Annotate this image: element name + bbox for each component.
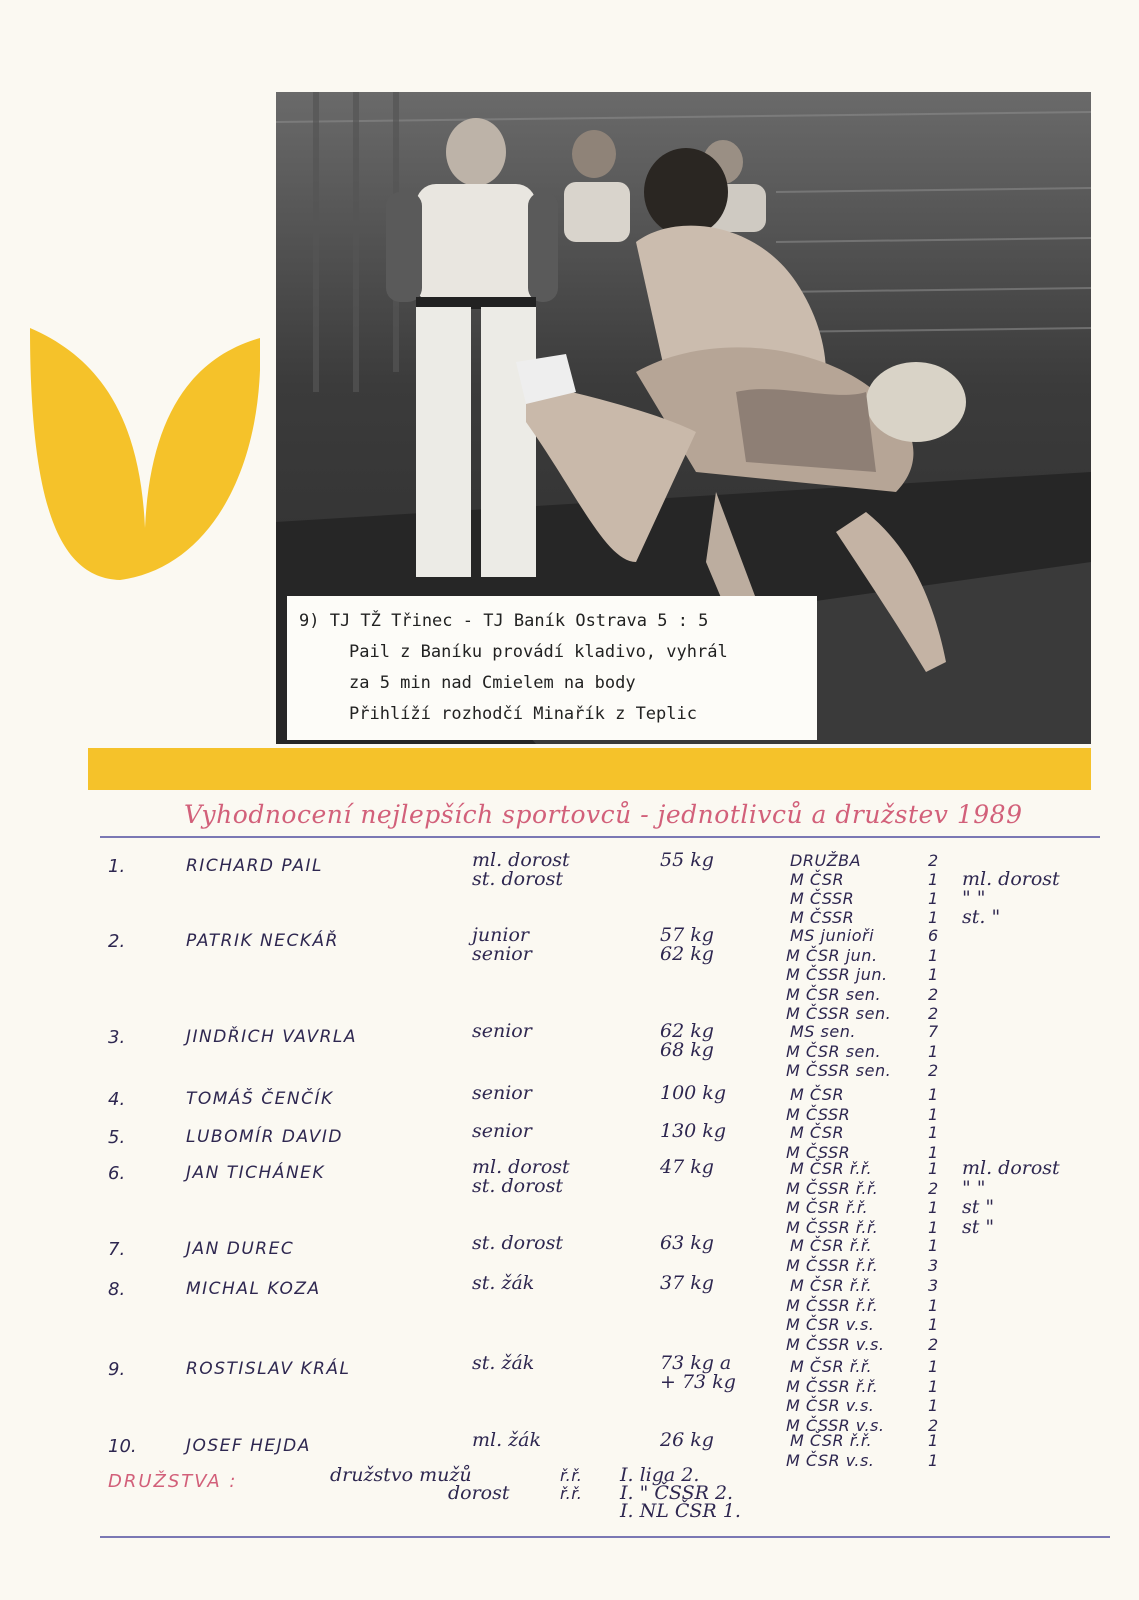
athlete-category: ml. žák [472, 1429, 542, 1451]
result-place: 1 [928, 1357, 939, 1376]
result-event: M ČSSR ř.ř. [786, 1376, 879, 1396]
yellow-band [88, 748, 1091, 790]
result-event: M ČSR v.s. [786, 1450, 875, 1470]
result-event: M ČSR [790, 1123, 845, 1142]
athlete-weight: 57 kg [660, 924, 714, 946]
team-name: družstvo mužů [330, 1464, 472, 1486]
athlete-weight: 26 kg [660, 1429, 714, 1451]
athlete-weight: + 73 kg [660, 1371, 736, 1393]
result-place: 1 [928, 1376, 939, 1396]
result-event: M ČSSR [786, 1104, 851, 1124]
result-note: " " [962, 887, 986, 909]
caption-line-3: za 5 min nad Cmielem na body [349, 673, 636, 693]
result-note: st " [962, 1196, 995, 1218]
page-heading: Vyhodnocení nejlepších sportovců - jednotlivců a družstev 1989 [184, 800, 1023, 829]
result-event: M ČSR v.s. [786, 1315, 875, 1334]
photo-caption [287, 596, 817, 740]
athlete-number: 8. [108, 1279, 126, 1300]
athlete-category: junior [472, 924, 529, 946]
teams-label: DRUŽSTVA : [108, 1471, 238, 1492]
caption-line-1: 9) TJ TŽ Třinec - TJ Baník Ostrava 5 : 5 [299, 611, 709, 631]
result-place: 2 [928, 1178, 939, 1198]
caption-line-2: Pail z Baníku provádí kladivo, vyhrál [349, 642, 728, 662]
result-place: 1 [928, 1085, 939, 1104]
athlete-number: 9. [108, 1359, 126, 1380]
result-place: 1 [928, 1142, 939, 1162]
result-place: 1 [928, 1159, 939, 1178]
result-event: M ČSSR jun. [786, 965, 888, 984]
result-event: M ČSSR ř.ř. [786, 1255, 879, 1275]
result-event: M ČSSR [790, 908, 855, 927]
athlete-category: senior [472, 943, 532, 965]
athlete-category: st. dorost [472, 868, 563, 890]
result-event: DRUŽBA [790, 851, 862, 870]
athlete-number: 4. [108, 1089, 126, 1110]
result-place: 1 [928, 1431, 939, 1450]
athlete-name: JINDŘICH VAVRLA [186, 1027, 358, 1047]
result-place: 1 [928, 1315, 939, 1334]
result-place: 1 [928, 965, 939, 984]
result-event: M ČSR jun. [786, 945, 878, 965]
result-event: M ČSSR ř.ř. [786, 1217, 879, 1237]
athlete-weight: 63 kg [660, 1232, 714, 1254]
athlete-number: 7. [108, 1239, 126, 1260]
athlete-number: 3. [108, 1027, 126, 1048]
athlete-name: TOMÁŠ ČENČÍK [186, 1089, 334, 1109]
result-place: 1 [928, 870, 939, 889]
team-result: I. NL ČSR 1. [620, 1500, 741, 1522]
result-note: " " [962, 1176, 986, 1199]
athlete-name: JAN DUREC [186, 1239, 295, 1259]
result-event: M ČSSR sen. [786, 1004, 892, 1023]
yellow-tulip-icon [30, 328, 260, 580]
athlete-name: MICHAL KOZA [186, 1279, 321, 1299]
athlete-category: st. dorost [472, 1175, 563, 1197]
result-event: M ČSR ř.ř. [786, 1198, 869, 1217]
result-place: 3 [928, 1255, 939, 1275]
result-event: M ČSR sen. [786, 1041, 882, 1061]
team-style: ř.ř. [560, 1466, 583, 1485]
athlete-category: senior [472, 1082, 532, 1104]
result-place: 2 [928, 851, 939, 870]
result-event: M ČSR [790, 1085, 845, 1104]
caption-line-4: Přihlíží rozhodčí Minařík z Teplic [349, 704, 697, 724]
result-place: 1 [928, 1041, 939, 1061]
athlete-category: ml. dorost [472, 849, 570, 871]
result-note: ml. dorost [962, 1157, 1060, 1179]
athlete-weight: 73 kg a [660, 1352, 732, 1374]
athlete-name: JOSEF HEJDA [186, 1436, 311, 1456]
athlete-category: st. žák [472, 1272, 535, 1294]
athlete-weight: 62 kg [660, 1020, 714, 1042]
result-event: M ČSSR [786, 1142, 851, 1162]
athlete-number: 6. [108, 1163, 126, 1184]
result-event: M ČSSR sen. [786, 1061, 892, 1080]
athlete-category: ml. dorost [472, 1156, 570, 1178]
result-note: ml. dorost [962, 868, 1060, 890]
athlete-weight: 55 kg [660, 849, 714, 871]
result-place: 1 [928, 1104, 939, 1124]
result-place: 1 [928, 1295, 939, 1315]
result-place: 1 [928, 908, 939, 927]
result-note: st. " [962, 906, 1001, 928]
result-place: 6 [928, 926, 939, 945]
result-event: M ČSR sen. [786, 984, 882, 1004]
result-event: M ČSR ř.ř. [790, 1357, 873, 1376]
heading-rule [100, 836, 1100, 838]
athlete-weight: 62 kg [660, 943, 714, 965]
result-place: 3 [928, 1276, 939, 1295]
result-place: 1 [928, 945, 939, 965]
result-event: M ČSR ř.ř. [790, 1276, 873, 1295]
athlete-weight: 47 kg [660, 1156, 714, 1178]
athlete-category: senior [472, 1020, 532, 1042]
result-event: M ČSR v.s. [786, 1396, 875, 1415]
result-place: 1 [928, 1198, 939, 1217]
result-place: 2 [928, 1004, 939, 1023]
athlete-name: ROSTISLAV KRÁL [186, 1359, 351, 1379]
result-place: 1 [928, 889, 939, 908]
result-place: 2 [928, 1334, 939, 1354]
bottom-rule [100, 1536, 1110, 1538]
result-place: 2 [928, 984, 939, 1004]
athlete-name: PATRIK NECKÁŘ [186, 931, 339, 951]
result-event: M ČSSR [790, 889, 855, 908]
team-style: ř.ř. [560, 1484, 583, 1503]
result-place: 1 [928, 1396, 939, 1415]
athlete-number: 10. [108, 1436, 137, 1457]
result-event: M ČSR ř.ř. [790, 1236, 873, 1255]
team-result: I. " ČSSR 2. [620, 1482, 734, 1504]
athlete-category: st. žák [472, 1352, 535, 1374]
athlete-name: LUBOMÍR DAVID [186, 1127, 343, 1147]
athlete-category: st. dorost [472, 1232, 563, 1254]
athlete-number: 1. [108, 856, 126, 877]
result-event: M ČSR ř.ř. [790, 1159, 873, 1178]
result-note: st " [962, 1215, 995, 1238]
athlete-category: senior [472, 1120, 532, 1142]
result-event: M ČSSR v.s. [786, 1334, 885, 1354]
athlete-weight: 68 kg [660, 1039, 714, 1061]
athlete-weight: 37 kg [660, 1272, 714, 1294]
athlete-weight: 100 kg [660, 1082, 726, 1104]
result-place: 1 [928, 1217, 939, 1237]
athlete-number: 5. [108, 1127, 126, 1148]
result-place: 1 [928, 1123, 939, 1142]
result-event: M ČSR [790, 870, 845, 889]
result-place: 1 [928, 1450, 939, 1470]
result-event: M ČSSR ř.ř. [786, 1295, 879, 1315]
result-event: M ČSSR v.s. [786, 1415, 885, 1435]
athlete-name: JAN TICHÁNEK [186, 1163, 326, 1183]
result-place: 1 [928, 1236, 939, 1255]
result-place: 2 [928, 1061, 939, 1080]
result-event: M ČSR ř.ř. [790, 1431, 873, 1450]
athlete-name: RICHARD PAIL [186, 856, 323, 876]
result-event: MS junioři [790, 926, 875, 945]
result-event: M ČSSR ř.ř. [786, 1178, 879, 1198]
result-event: MS sen. [790, 1022, 856, 1041]
team-name: dorost [448, 1482, 510, 1504]
team-result: I. liga 2. [620, 1464, 700, 1486]
result-place: 7 [928, 1022, 939, 1041]
athlete-weight: 130 kg [660, 1120, 726, 1142]
result-place: 2 [928, 1415, 939, 1435]
athlete-number: 2. [108, 931, 126, 952]
